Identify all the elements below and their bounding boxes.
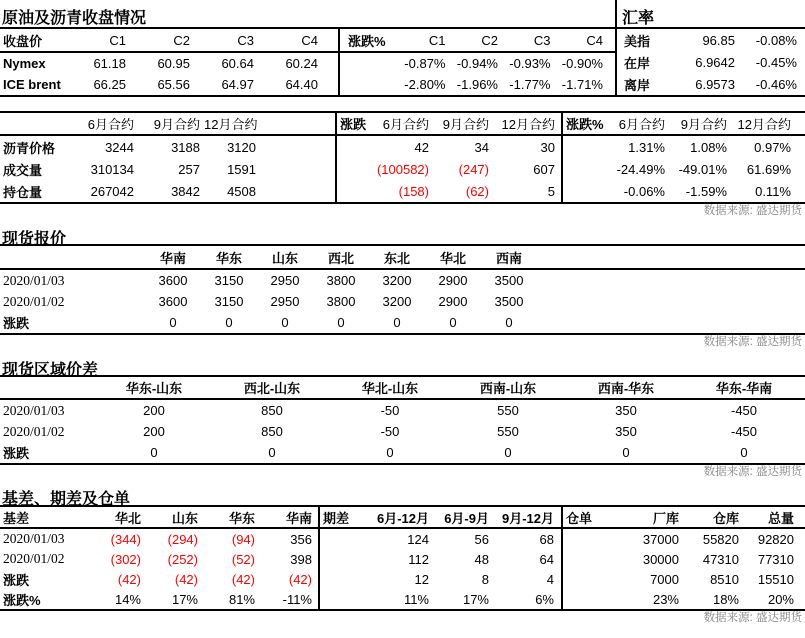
row-label: ICE brent <box>3 77 61 92</box>
column-header: 9月合约 <box>442 117 489 132</box>
table-row <box>0 136 335 158</box>
spot-price-table <box>0 246 805 335</box>
column-header: C3 <box>533 32 551 48</box>
header-label: 收盘价 <box>3 33 43 49</box>
table-header-row <box>340 29 615 53</box>
cell-value: 30000 <box>642 551 679 567</box>
column-header: C1 <box>428 32 446 48</box>
table-row <box>0 549 318 569</box>
column-header: 6月合约 <box>382 117 429 132</box>
table-row <box>563 569 805 589</box>
header-label: 期差 <box>323 510 350 526</box>
row-label: 涨跌 <box>3 446 30 461</box>
table-row <box>563 549 805 569</box>
cell-value: 2900 <box>438 294 468 309</box>
cell-value: 350 <box>615 424 637 439</box>
table-row <box>0 421 805 442</box>
table-row <box>337 158 561 180</box>
data-source-note: 数据来源: 盛达期货 <box>703 612 802 624</box>
column-header: 总量 <box>767 510 794 526</box>
cell-value: 96.85 <box>702 32 735 48</box>
column-header: 6月合约 <box>87 117 134 132</box>
row-label: 沥青价格 <box>3 140 56 156</box>
table-header-row <box>320 507 561 529</box>
cell-value: 350 <box>615 403 637 418</box>
cell-value: 3188 <box>171 139 200 155</box>
column-header: 厂库 <box>652 510 679 526</box>
fx-section-title: 汇率 <box>622 10 655 27</box>
futures-tables-row <box>0 111 805 204</box>
table-row <box>617 73 805 95</box>
table-header-row <box>563 507 805 529</box>
row-label: 涨跌 <box>3 572 30 588</box>
cell-value: 3200 <box>382 273 412 288</box>
cell-value: 3842 <box>171 183 200 199</box>
futures-price-table <box>0 113 337 202</box>
column-header: 仓库 <box>712 510 739 526</box>
cell-value: -0.06% <box>623 183 665 199</box>
cell-value: 11% <box>403 591 429 607</box>
cell-value: 3244 <box>105 139 134 155</box>
column-header: 西南-华东 <box>597 381 655 396</box>
cell-value: (42) <box>231 571 255 587</box>
cell-value: 64 <box>539 551 554 567</box>
cell-value: -450 <box>730 403 758 418</box>
cell-value: -49.01% <box>678 161 727 177</box>
column-header: 华东 <box>215 250 242 266</box>
cell-value: 7000 <box>650 571 679 587</box>
table-row <box>320 569 561 589</box>
header-label: 基差 <box>3 510 30 526</box>
row-label: 2020/01/02 <box>3 551 65 566</box>
cell-value: 0 <box>449 315 457 330</box>
cell-value: 0 <box>386 445 394 460</box>
row-label: 在岸 <box>624 55 651 71</box>
column-header: C4 <box>301 32 318 48</box>
futures-change-table <box>337 113 563 202</box>
cell-value: 2950 <box>270 273 300 288</box>
cell-value: 42 <box>414 139 429 155</box>
column-header: 6月-9月 <box>444 510 489 526</box>
cell-value: (52) <box>231 551 255 567</box>
cell-value: 3800 <box>326 294 356 309</box>
table-row <box>320 589 561 609</box>
basis-section-title: 基差、期差及仓单 <box>2 491 131 508</box>
cell-value: 64.97 <box>221 77 254 92</box>
column-header: 6月合约 <box>618 117 665 132</box>
cell-value: -1.77% <box>509 77 551 92</box>
cell-value: 6.9573 <box>695 76 735 92</box>
column-header: C4 <box>586 32 603 48</box>
cell-value: 14% <box>114 591 141 607</box>
warrant-table <box>563 507 805 609</box>
table-row <box>0 53 338 74</box>
cell-value: 48 <box>474 551 489 567</box>
row-label: 2020/01/03 <box>3 531 65 546</box>
cell-value: 4 <box>546 571 554 587</box>
data-source-note: 数据来源: 盛达期货 <box>703 205 802 217</box>
column-header: 12月合约 <box>501 117 555 132</box>
row-label: 涨跌% <box>3 592 41 608</box>
cell-value: 0 <box>169 315 177 330</box>
cell-value: (294) <box>167 531 198 547</box>
cell-value: 17% <box>171 591 198 607</box>
column-header: 9月-12月 <box>501 510 554 526</box>
cell-value: 3150 <box>214 273 244 288</box>
cell-value: 257 <box>178 161 200 177</box>
cell-value: 124 <box>407 531 429 547</box>
regional-spread-table <box>0 377 805 465</box>
cell-value: 56 <box>474 531 489 547</box>
table-header-row <box>0 29 338 53</box>
cell-value: 92820 <box>757 531 794 547</box>
closing-section-title: 原油及沥青收盘情况 <box>2 10 147 27</box>
cell-value: -0.08% <box>755 32 797 48</box>
cell-value: 8510 <box>710 571 739 587</box>
cell-value: (344) <box>110 531 141 547</box>
cell-value: 66.25 <box>93 77 126 92</box>
column-header: 山东 <box>271 250 298 266</box>
table-row <box>563 158 805 180</box>
futures-change-pct-table <box>563 113 805 202</box>
cell-value: 6% <box>535 591 554 607</box>
cell-value: -2.80% <box>404 77 446 92</box>
column-header: 华东 <box>228 510 255 526</box>
table-row <box>0 270 805 291</box>
cell-value: 1.08% <box>690 139 727 155</box>
cell-value: 81% <box>228 591 255 607</box>
cell-value: 68 <box>539 531 554 547</box>
header-label: 涨跌 <box>340 117 367 132</box>
cell-value: 850 <box>261 403 283 418</box>
cell-value: 0.97% <box>754 139 791 155</box>
table-row <box>617 29 805 51</box>
cell-value: (62) <box>465 183 489 199</box>
cell-value: 60.95 <box>157 56 190 71</box>
table-header-row <box>563 113 805 136</box>
cell-value: 47310 <box>702 551 739 567</box>
cell-value: 200 <box>143 424 165 439</box>
header-label: 涨跌% <box>566 117 604 132</box>
table-row <box>0 291 805 312</box>
cell-value: -0.46% <box>755 76 797 92</box>
cell-value: 1591 <box>227 161 256 177</box>
table-row <box>563 589 805 609</box>
cell-value: 55820 <box>702 531 739 547</box>
cell-value: 607 <box>533 161 555 177</box>
cell-value: 30 <box>540 139 555 155</box>
cell-value: (42) <box>288 571 312 587</box>
cell-value: 0 <box>740 445 748 460</box>
cell-value: 0 <box>505 315 513 330</box>
table-row <box>0 158 335 180</box>
table-row <box>563 136 805 158</box>
cell-value: 65.56 <box>157 77 190 92</box>
cell-value: 60.24 <box>285 56 318 71</box>
column-header: 华北 <box>114 510 141 526</box>
cell-value: (247) <box>458 161 489 177</box>
cell-value: -0.90% <box>561 56 603 71</box>
cell-value: (100582) <box>376 161 429 177</box>
cell-value: -1.71% <box>561 77 603 92</box>
cell-value: (42) <box>174 571 198 587</box>
column-header: C2 <box>173 32 190 48</box>
row-label: 2020/01/02 <box>3 423 65 439</box>
table-row <box>340 74 615 95</box>
cell-value: 61.18 <box>93 56 126 71</box>
cell-value: 550 <box>497 403 519 418</box>
cell-value: 0 <box>281 315 289 330</box>
column-header: 12月合约 <box>204 117 258 132</box>
closing-price-table <box>0 29 340 95</box>
closing-title-row <box>0 0 805 29</box>
cell-value: 1.31% <box>628 139 665 155</box>
cell-value: 3120 <box>227 139 256 155</box>
cell-value: 0 <box>337 315 345 330</box>
header-label: 涨跌% <box>348 33 386 49</box>
cell-value: 0 <box>150 445 158 460</box>
cell-value: 200 <box>143 403 165 418</box>
cell-value: 3600 <box>158 294 188 309</box>
cell-value: 398 <box>290 551 312 567</box>
table-header-row <box>0 377 805 400</box>
cell-value: 0.11% <box>755 183 791 199</box>
table-row <box>0 529 318 549</box>
data-source-note: 数据来源: 盛达期货 <box>703 336 802 348</box>
cell-value: -50 <box>380 403 400 418</box>
cell-value: 15510 <box>757 571 794 587</box>
cell-value: 77310 <box>757 551 794 567</box>
column-header: C3 <box>237 32 254 48</box>
cell-value: (252) <box>167 551 198 567</box>
cell-value: 23% <box>652 591 679 607</box>
cell-value: 4508 <box>227 183 256 199</box>
table-row <box>0 400 805 421</box>
cell-value: 5 <box>547 183 555 199</box>
closing-section-title-cell <box>0 0 617 29</box>
column-header: C2 <box>481 32 498 48</box>
cell-value: 3500 <box>494 294 524 309</box>
cell-value: 3150 <box>214 294 244 309</box>
cell-value: 550 <box>497 424 519 439</box>
cell-value: -450 <box>730 424 758 439</box>
column-header: 9月合约 <box>680 117 727 132</box>
table-row <box>563 180 805 202</box>
cell-value: -0.45% <box>755 54 797 70</box>
table-row <box>0 442 805 463</box>
cell-value: 3500 <box>494 273 524 288</box>
cell-value: 17% <box>462 591 489 607</box>
closing-tables-row <box>0 29 805 97</box>
cell-value: 0 <box>225 315 233 330</box>
cell-value: 3200 <box>382 294 412 309</box>
table-row <box>0 589 318 609</box>
term-spread-table <box>320 507 563 609</box>
column-header: 西北-山东 <box>243 381 301 396</box>
spot-section-title: 现货报价 <box>0 220 805 246</box>
column-header: 山东 <box>171 510 198 526</box>
cell-value: (42) <box>117 571 141 587</box>
row-label: 美指 <box>624 33 651 49</box>
cell-value: 64.40 <box>285 77 318 92</box>
cell-value: 60.64 <box>221 56 254 71</box>
cell-value: 0 <box>622 445 630 460</box>
cell-value: -0.93% <box>509 56 551 71</box>
table-header-row <box>0 246 805 270</box>
cell-value: 356 <box>290 531 312 547</box>
table-header-row <box>337 113 561 136</box>
cell-value: 267042 <box>90 183 134 199</box>
closing-change-pct-table <box>340 29 617 95</box>
basis-tables-row <box>0 505 805 611</box>
cell-value: (94) <box>231 531 255 547</box>
cell-value: 61.69% <box>746 161 791 177</box>
table-row <box>337 180 561 202</box>
cell-value: 112 <box>408 551 429 567</box>
cell-value: -0.87% <box>404 56 446 71</box>
cell-value: -0.94% <box>456 56 498 71</box>
cell-value: 2900 <box>438 273 468 288</box>
data-source-note: 数据来源: 盛达期货 <box>703 466 802 478</box>
row-label: 持仓量 <box>3 184 43 200</box>
cell-value: 2950 <box>270 294 300 309</box>
basis-table <box>0 507 320 609</box>
column-header: 华南 <box>159 250 186 266</box>
cell-value: 12 <box>414 571 429 587</box>
cell-value: 3800 <box>326 273 356 288</box>
cell-value: 0 <box>504 445 512 460</box>
cell-value: (158) <box>398 183 429 199</box>
table-row <box>320 549 561 569</box>
spread-section-title: 现货区域价差 <box>0 351 805 377</box>
row-label: 成交量 <box>3 162 43 178</box>
column-header: 6月-12月 <box>376 510 429 526</box>
table-row <box>320 529 561 549</box>
cell-value: -50 <box>380 424 400 439</box>
cell-value: 37000 <box>642 531 679 547</box>
fx-section-title-cell <box>617 0 805 29</box>
column-header: 华北-山东 <box>361 381 419 396</box>
row-label: Nymex <box>3 56 46 71</box>
cell-value: 18% <box>712 591 739 607</box>
table-header-row <box>0 507 318 529</box>
table-row <box>0 180 335 202</box>
column-header: 华东-华南 <box>715 381 773 396</box>
table-row <box>340 53 615 74</box>
cell-value: -24.49% <box>616 161 665 177</box>
column-header: C1 <box>109 32 126 48</box>
cell-value: 0 <box>393 315 401 330</box>
table-row <box>563 529 805 549</box>
cell-value: 8 <box>481 571 489 587</box>
row-label: 2020/01/03 <box>3 272 65 288</box>
fx-rate-table <box>617 29 805 95</box>
cell-value: -1.96% <box>456 77 498 92</box>
column-header: 华东-山东 <box>125 381 183 396</box>
column-header: 12月合约 <box>737 117 791 132</box>
cell-value: (302) <box>110 551 141 567</box>
column-header: 西南 <box>495 250 522 266</box>
column-header: 东北 <box>383 250 410 266</box>
column-header: 华北 <box>439 250 466 266</box>
row-label: 离岸 <box>624 77 651 93</box>
column-header: 西南-山东 <box>479 381 537 396</box>
cell-value: 0 <box>268 445 276 460</box>
cell-value: 20% <box>767 591 794 607</box>
column-header: 9月合约 <box>153 117 200 132</box>
cell-value: -11% <box>282 591 312 607</box>
table-row <box>0 74 338 95</box>
cell-value: 34 <box>474 139 489 155</box>
table-header-row <box>0 113 335 136</box>
column-header: 西北 <box>327 250 354 266</box>
table-row <box>617 51 805 73</box>
row-label: 涨跌 <box>3 316 30 331</box>
row-label: 2020/01/02 <box>3 293 65 309</box>
row-label: 2020/01/03 <box>3 402 65 418</box>
cell-value: 310134 <box>90 161 134 177</box>
cell-value: -1.59% <box>685 183 727 199</box>
cell-value: 3600 <box>158 273 188 288</box>
column-header: 华南 <box>285 510 312 526</box>
table-row <box>0 312 805 333</box>
cell-value: 850 <box>261 424 283 439</box>
table-row <box>0 569 318 589</box>
header-label: 仓单 <box>566 510 593 526</box>
cell-value: 6.9642 <box>695 54 735 70</box>
table-row <box>337 136 561 158</box>
